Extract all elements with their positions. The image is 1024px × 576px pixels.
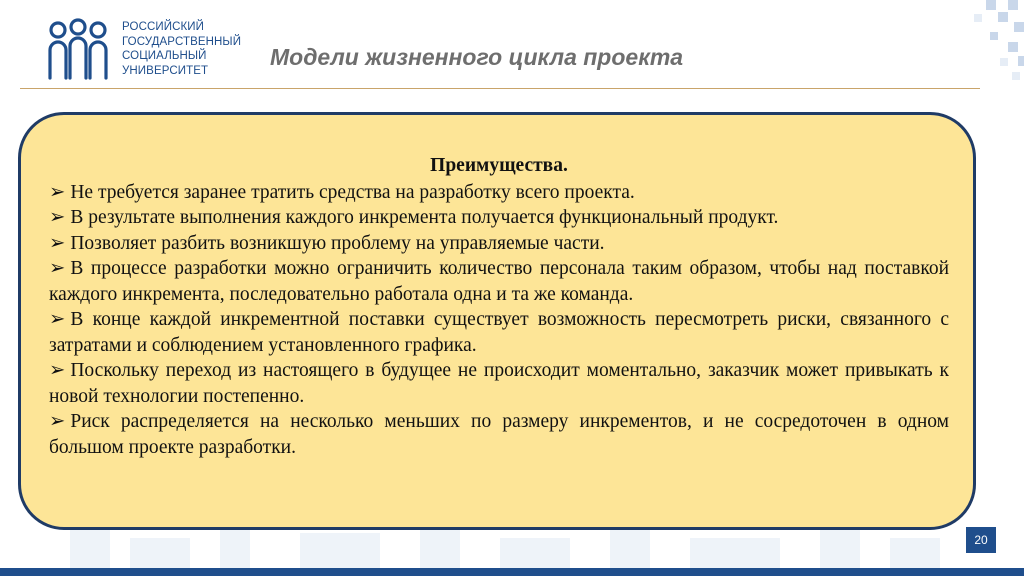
- arrow-bullet-icon: ➢: [49, 309, 66, 330]
- logo-line: ГОСУДАРСТВЕННЫЙ: [122, 35, 242, 48]
- list-item-text: Поскольку переход из настоящего в будущее не происходит моментально, заказчик может привыкать к новой технологии постепенно.: [49, 360, 949, 407]
- university-logo-icon: [44, 18, 114, 80]
- list-item: [49, 256, 949, 307]
- decorative-pixels: [964, 0, 1024, 90]
- list-item: [49, 409, 949, 460]
- list-item: [49, 231, 949, 257]
- logo-line: РОССИЙСКИЙ: [122, 21, 205, 33]
- arrow-bullet-icon: ➢: [49, 207, 66, 228]
- list-item-text: Не требуется заранее тратить средства на разработку всего проекта.: [70, 181, 635, 203]
- list-item-text: Позволяет разбить возникшую проблему на управляемые части.: [70, 232, 605, 254]
- arrow-bullet-icon: ➢: [49, 360, 66, 381]
- list-item: [49, 358, 949, 409]
- list-item: [49, 205, 949, 231]
- advantages-content: [49, 153, 949, 460]
- list-item-text: В процессе разработки можно ограничить количество персонала таким образом, чтобы над поставкой каждого инкремента, последовательно работала одна и та же команда.: [49, 258, 949, 305]
- arrow-bullet-icon: ➢: [49, 411, 66, 432]
- arrow-bullet-icon: ➢: [49, 258, 66, 279]
- list-item-text: Риск распределяется на несколько меньших по размеру инкрементов, и не сосредоточен в одном большом проекте разработки.: [49, 411, 949, 458]
- advantages-card: [18, 112, 976, 530]
- university-name: [122, 20, 241, 78]
- advantages-heading: Преимущества.: [430, 155, 568, 176]
- arrow-bullet-icon: ➢: [49, 232, 66, 254]
- list-item: [49, 307, 949, 358]
- list-item-text: В результате выполнения каждого инкремента получается функциональный продукт.: [70, 207, 779, 228]
- bottom-bar: [0, 568, 1024, 576]
- page-number: 20: [966, 527, 996, 553]
- slide-title: Модели жизненного цикла проекта: [270, 44, 684, 70]
- arrow-bullet-icon: ➢: [49, 181, 66, 203]
- list-item-text: В конце каждой инкрементной поставки существует возможность пересмотреть риски, связанного с затратами и соблюдением установленного графика.: [49, 309, 949, 356]
- logo-line: УНИВЕРСИТЕТ: [122, 64, 209, 77]
- list-item: [49, 180, 949, 206]
- logo-line: СОЦИАЛЬНЫЙ: [122, 50, 207, 62]
- title-divider: [20, 88, 980, 89]
